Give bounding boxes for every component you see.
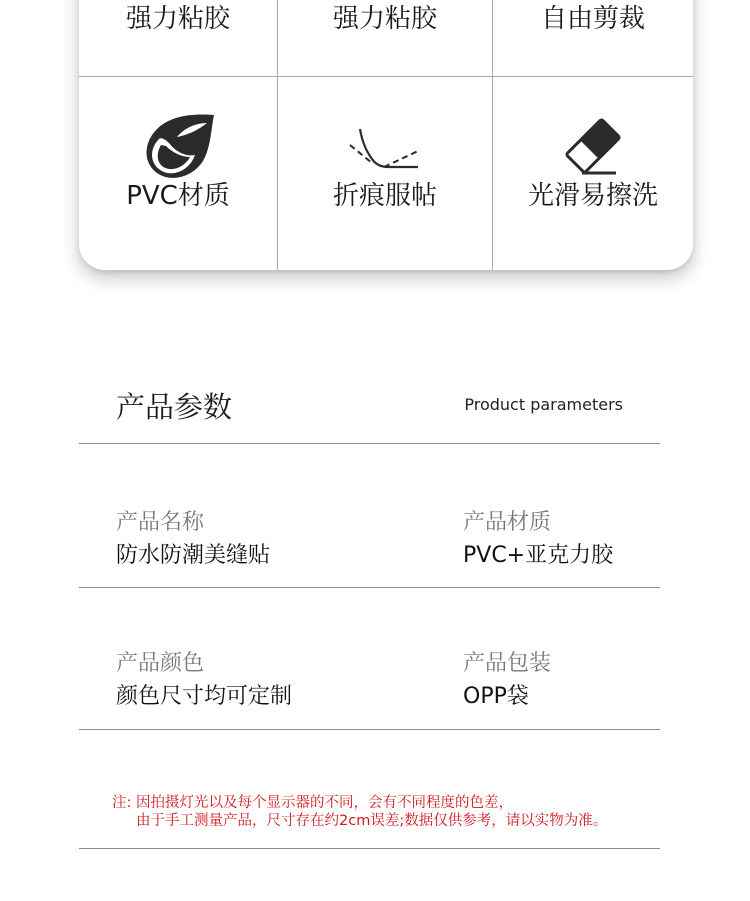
feature-smooth-washable xyxy=(493,77,693,270)
feature-label: 强力粘胶 xyxy=(332,3,437,34)
disclaimer-line-1: 注: 因拍摄灯光以及每个显示器的不同，会有不同程度的色差， xyxy=(112,795,513,811)
disclaimer-line-2: 由于手工测量产品，尺寸存在约2cm误差;数据仅供参考，请以实物为准。 xyxy=(136,813,608,829)
feature-label-wrap xyxy=(493,176,693,210)
param-key: 产品颜色 xyxy=(116,651,205,676)
feature-label: PVC材质 xyxy=(126,180,230,211)
feature-label: 光滑易擦洗 xyxy=(527,180,658,211)
features-card xyxy=(79,0,693,270)
feature-crease-fit xyxy=(278,77,492,270)
crease-fold-icon xyxy=(348,127,422,175)
feature-label-wrap xyxy=(79,176,277,210)
param-value: 防水防潮美缝贴 xyxy=(116,543,271,568)
section-title: 产品参数 xyxy=(116,390,233,424)
feature-label: 强力粘胶 xyxy=(125,3,230,34)
feature-strong-adhesive-2 xyxy=(278,0,492,32)
feature-label-wrap xyxy=(278,176,492,210)
section-subtitle: Product parameters xyxy=(464,395,623,414)
feature-label: 自由剪裁 xyxy=(540,3,645,34)
divider xyxy=(79,729,660,730)
divider xyxy=(79,848,660,849)
leaf-drop-icon xyxy=(139,111,217,181)
feature-pvc-material xyxy=(79,77,277,270)
divider xyxy=(79,443,660,444)
feature-free-cut xyxy=(493,0,693,32)
param-key: 产品材质 xyxy=(463,510,552,535)
eraser-icon xyxy=(560,113,626,179)
param-key: 产品包装 xyxy=(463,651,552,676)
feature-label: 折痕服帖 xyxy=(332,180,437,211)
param-key: 产品名称 xyxy=(116,510,205,535)
feature-strong-adhesive-1 xyxy=(79,0,277,32)
param-value: OPP袋 xyxy=(463,684,529,709)
divider xyxy=(79,587,660,588)
param-value: 颜色尺寸均可定制 xyxy=(116,684,293,709)
param-value: PVC+亚克力胶 xyxy=(463,543,614,568)
